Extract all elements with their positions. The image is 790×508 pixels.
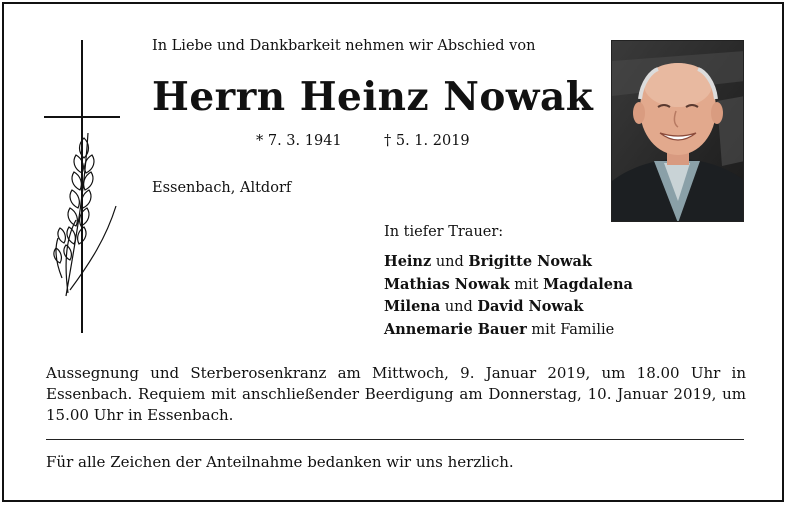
family-line (384, 319, 633, 342)
family-line (384, 296, 633, 319)
birth-date: * 7. 3. 1941 (256, 133, 342, 149)
family-connector: mit Familie (526, 321, 615, 338)
family-name: Magdalena (543, 275, 633, 293)
death-date: † 5. 1. 2019 (384, 133, 470, 149)
family-connector: und (431, 254, 469, 270)
family-line (384, 251, 633, 274)
divider (46, 439, 744, 440)
family-name: Mathias Nowak (384, 275, 510, 293)
family-name: Milena (384, 298, 441, 315)
family-line (384, 274, 633, 297)
thanks-text: Für alle Zeichen der Anteilnahme bedanken wir uns herzlich. (46, 453, 514, 471)
family-name: Brigitte Nowak (468, 253, 592, 270)
family-name: Heinz (384, 253, 432, 270)
family-list (384, 251, 633, 341)
intro-text: In Liebe und Dankbarkeit nehmen wir Abschied von (152, 38, 536, 54)
family-name: David Nowak (477, 298, 584, 315)
family-connector: und (440, 299, 478, 315)
service-details: Aussegnung und Sterberosenkranz am Mittwoch, 9. Januar 2019, um 18.00 Uhr in Essenbach. Requiem mit anschließender Beerdigung am Donnerstag, 10. Januar 2019, um 15.00 Uhr in Essenbach. (46, 364, 746, 424)
family-connector: mit (509, 276, 544, 293)
portrait-photo (611, 40, 744, 222)
mourning-title: In tiefer Trauer: (384, 224, 504, 240)
deceased-name: Herrn Heinz Nowak (152, 74, 594, 120)
cross-with-wheat-icon (40, 38, 124, 338)
hometown: Essenbach, Altdorf (152, 180, 292, 196)
family-name: Annemarie Bauer (384, 320, 527, 338)
